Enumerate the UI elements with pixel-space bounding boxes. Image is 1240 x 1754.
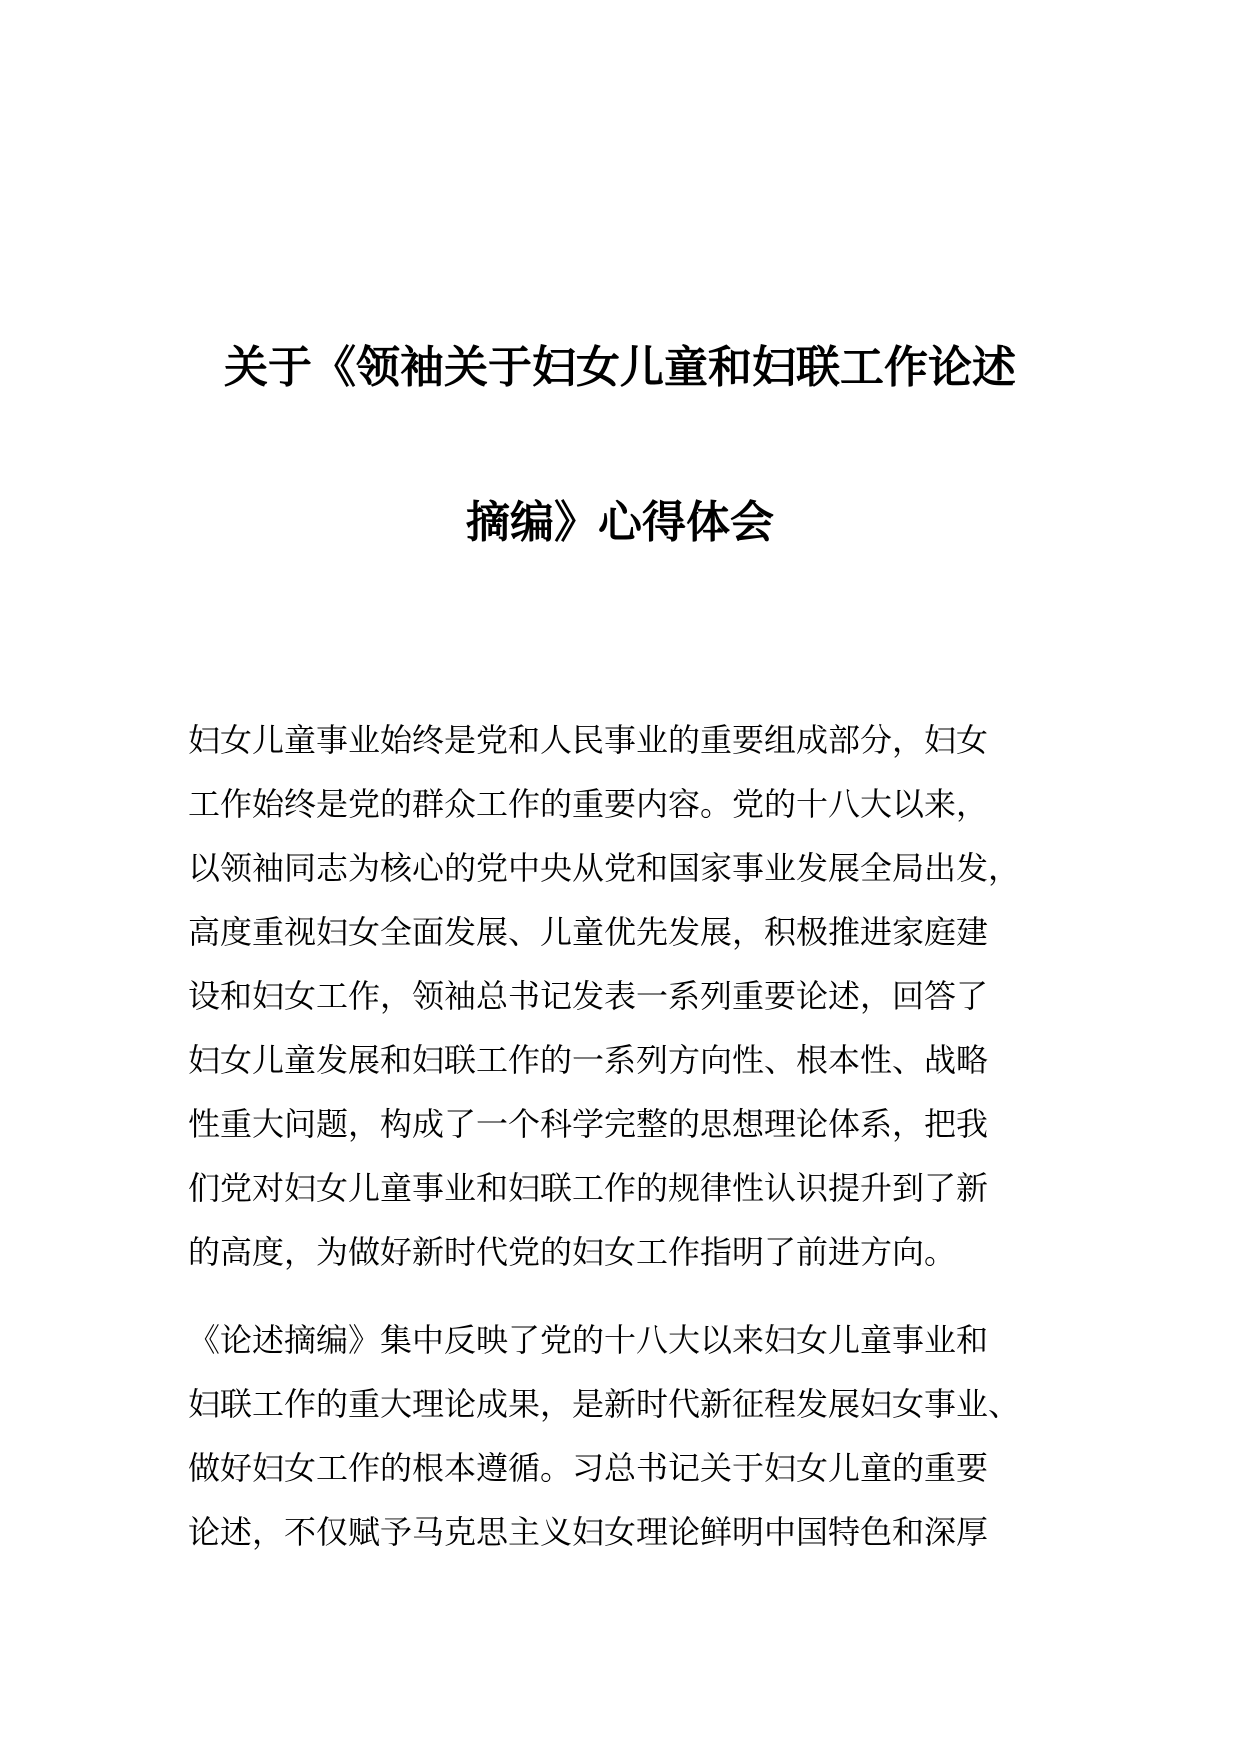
paragraph-line: 以领袖同志为核心的党中央从党和国家事业发展全局出发，	[188, 849, 1021, 887]
paragraph-line: 《论述摘编》集中反映了党的十八大以来妇女儿童事业和	[188, 1321, 989, 1359]
paragraph-line: 们党对妇女儿童事业和妇联工作的规律性认识提升到了新	[188, 1169, 989, 1207]
document-title-line-2: 摘编》心得体会	[466, 497, 774, 548]
paragraph-line: 的高度，为做好新时代党的妇女工作指明了前进方向。	[188, 1233, 957, 1271]
document-title-line-1: 关于《领袖关于妇女儿童和妇联工作论述	[224, 342, 1016, 393]
paragraph-line: 妇女儿童事业始终是党和人民事业的重要组成部分，妇女	[188, 721, 989, 759]
paragraph-line: 高度重视妇女全面发展、儿童优先发展，积极推进家庭建	[188, 913, 989, 951]
paragraph-line: 妇联工作的重大理论成果，是新时代新征程发展妇女事业、	[188, 1385, 1021, 1423]
paragraph-line: 设和妇女工作，领袖总书记发表一系列重要论述，回答了	[188, 977, 989, 1015]
paragraph-line: 做好妇女工作的根本遵循。习总书记关于妇女儿童的重要	[188, 1449, 989, 1487]
paragraph-line: 妇女儿童发展和妇联工作的一系列方向性、根本性、战略	[188, 1041, 989, 1079]
paragraph-line: 论述，不仅赋予马克思主义妇女理论鲜明中国特色和深厚	[188, 1513, 989, 1551]
paragraph-line: 性重大问题，构成了一个科学完整的思想理论体系，把我	[188, 1105, 989, 1143]
paragraph-line: 工作始终是党的群众工作的重要内容。党的十八大以来，	[188, 785, 989, 823]
